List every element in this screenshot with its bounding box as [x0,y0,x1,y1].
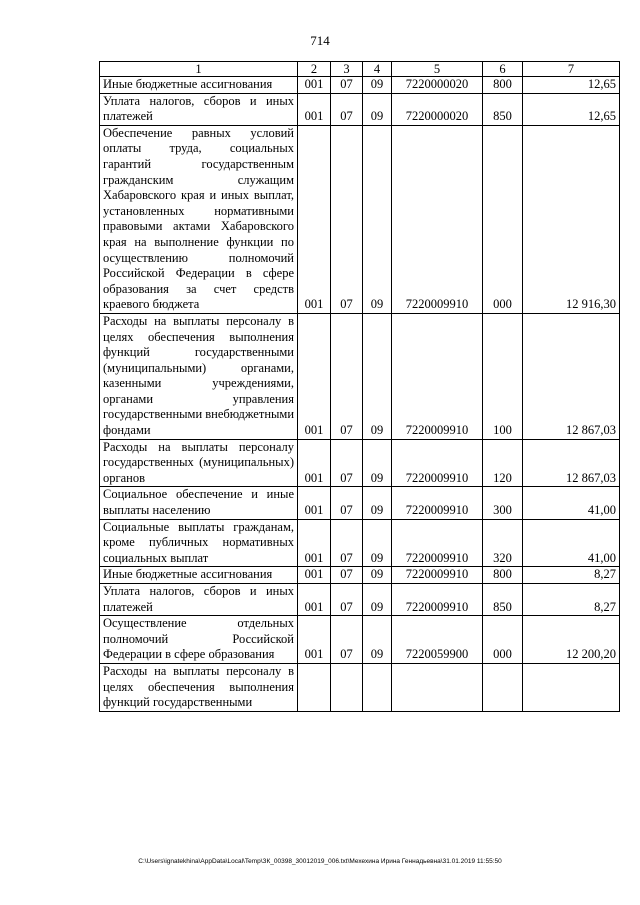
cell-amount: 8,27 [523,584,620,616]
cell-code: 001 [298,439,331,487]
cell-code: 001 [298,584,331,616]
cell-expense-type: 800 [483,567,523,584]
column-header: 4 [363,62,392,77]
cell-amount: 41,00 [523,487,620,519]
cell-code: 001 [298,93,331,125]
cell-code: 001 [298,77,331,94]
cell-empty [523,663,620,711]
cell-target-item: 7220009910 [392,125,483,313]
table-row [100,584,620,616]
row-description: Уплата налогов, сборов и иных платежей [100,584,298,616]
row-description: Расходы на выплаты персоналу государственных (муниципальных) органов [100,439,298,487]
table-row-partial [100,663,620,711]
column-header: 1 [100,62,298,77]
cell-subsection: 09 [363,519,392,567]
cell-section: 07 [331,439,363,487]
cell-expense-type: 320 [483,519,523,567]
cell-subsection: 09 [363,93,392,125]
cell-section: 07 [331,313,363,439]
cell-empty [483,663,523,711]
cell-expense-type: 100 [483,313,523,439]
cell-amount: 41,00 [523,519,620,567]
cell-subsection: 09 [363,567,392,584]
cell-expense-type: 300 [483,487,523,519]
column-header: 2 [298,62,331,77]
cell-code: 001 [298,519,331,567]
column-header: 3 [331,62,363,77]
table-row [100,487,620,519]
cell-amount: 12,65 [523,93,620,125]
cell-target-item: 7220059900 [392,616,483,664]
cell-amount: 12 867,03 [523,439,620,487]
cell-expense-type: 850 [483,93,523,125]
cell-subsection: 09 [363,487,392,519]
table-row [100,77,620,94]
cell-subsection: 09 [363,125,392,313]
table-row [100,125,620,313]
column-header: 6 [483,62,523,77]
table-header-row [100,62,620,77]
cell-target-item: 7220009910 [392,519,483,567]
cell-amount: 12 867,03 [523,313,620,439]
row-description: Расходы на выплаты персоналу в целях обеспечения выполнения функций государственными [100,663,298,711]
cell-subsection: 09 [363,439,392,487]
column-header: 5 [392,62,483,77]
row-description: Иные бюджетные ассигнования [100,567,298,584]
cell-target-item: 7220009910 [392,567,483,584]
cell-empty [392,663,483,711]
cell-section: 07 [331,616,363,664]
cell-code: 001 [298,313,331,439]
table-row [100,616,620,664]
cell-code: 001 [298,616,331,664]
row-description: Уплата налогов, сборов и иных платежей [100,93,298,125]
cell-subsection: 09 [363,584,392,616]
cell-code: 001 [298,125,331,313]
file-path-footer: C:\Users\ignatekhina\AppData\Local\Temp\ЗК_00398_30012019_006.txt\Мехехинa Ирина Геннадьевна\31.01.2019 11:55:50 [138,858,502,865]
cell-amount: 8,27 [523,567,620,584]
cell-section: 07 [331,77,363,94]
cell-subsection: 09 [363,77,392,94]
cell-empty [363,663,392,711]
page-number: 714 [310,33,330,48]
table-row [100,93,620,125]
row-description: Социальные выплаты гражданам, кроме публичных нормативных социальных выплат [100,519,298,567]
column-header: 7 [523,62,620,77]
cell-target-item: 7220009910 [392,439,483,487]
cell-code: 001 [298,487,331,519]
cell-target-item: 7220000020 [392,93,483,125]
cell-section: 07 [331,567,363,584]
cell-target-item: 7220000020 [392,77,483,94]
cell-section: 07 [331,584,363,616]
cell-section: 07 [331,125,363,313]
row-description: Социальное обеспечение и иные выплаты населению [100,487,298,519]
cell-expense-type: 800 [483,77,523,94]
row-description: Осуществление отдельных полномочий Российской Федерации в сфере образования [100,616,298,664]
cell-target-item: 7220009910 [392,313,483,439]
cell-section: 07 [331,93,363,125]
cell-section: 07 [331,487,363,519]
cell-expense-type: 120 [483,439,523,487]
budget-table [99,61,620,712]
cell-empty [298,663,331,711]
table-row [100,313,620,439]
table-row [100,567,620,584]
row-description: Обеспечение равных условий оплаты труда, социальных гарантий государственным гражданским служащим Хабаровского края и иных выплат, установленных нормативными правовыми актами Хабаровского края на выполнение функции по осуществлению полномочий Российской Федерации в сфере образования за счет средств краевого бюджета [100,125,298,313]
cell-amount: 12 200,20 [523,616,620,664]
cell-expense-type: 000 [483,125,523,313]
cell-expense-type: 000 [483,616,523,664]
cell-amount: 12 916,30 [523,125,620,313]
table-row [100,519,620,567]
cell-expense-type: 850 [483,584,523,616]
cell-section: 07 [331,519,363,567]
cell-target-item: 7220009910 [392,487,483,519]
cell-subsection: 09 [363,616,392,664]
row-description: Иные бюджетные ассигнования [100,77,298,94]
row-description: Расходы на выплаты персоналу в целях обеспечения выполнения функций государственными (муниципальными) органами, казенными учреждениями, органами управления государственными внебюджетными фондами [100,313,298,439]
cell-target-item: 7220009910 [392,584,483,616]
cell-amount: 12,65 [523,77,620,94]
cell-empty [331,663,363,711]
cell-subsection: 09 [363,313,392,439]
table-row [100,439,620,487]
cell-code: 001 [298,567,331,584]
